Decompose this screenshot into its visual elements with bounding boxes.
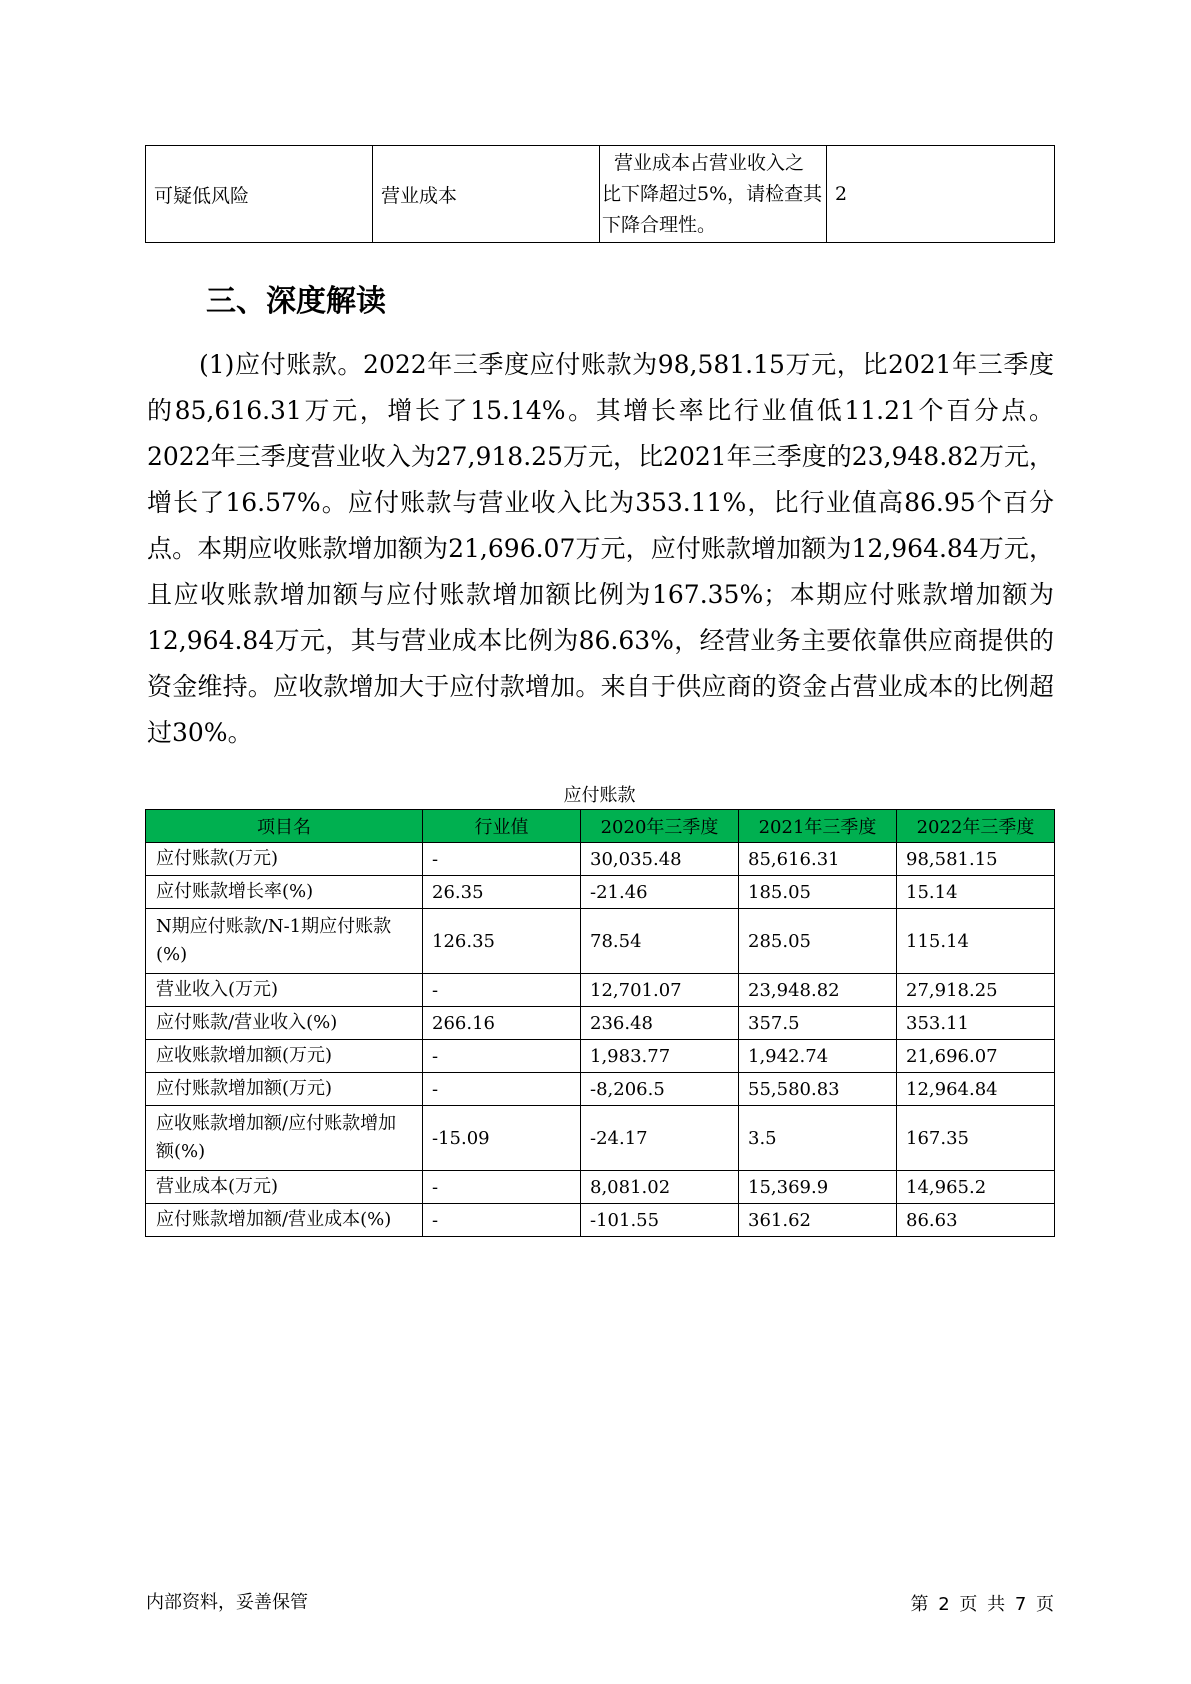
table-row bbox=[146, 1007, 1055, 1040]
table-cell: 15.14 bbox=[897, 876, 1055, 909]
table-cell: -24.17 bbox=[581, 1106, 739, 1171]
table-cell: 98,581.15 bbox=[897, 843, 1055, 876]
table-cell: -101.55 bbox=[581, 1204, 739, 1237]
table-cell: - bbox=[423, 1204, 581, 1237]
risk-row bbox=[146, 146, 1055, 243]
table-header-row bbox=[146, 810, 1055, 843]
table-row bbox=[146, 1204, 1055, 1237]
table-row bbox=[146, 909, 1055, 974]
table-cell: 27,918.25 bbox=[897, 974, 1055, 1007]
table-cell: 185.05 bbox=[739, 876, 897, 909]
header-2022q3: 2022年三季度 bbox=[897, 810, 1055, 843]
risk-description-line: 营业成本占营业收入之 bbox=[614, 151, 805, 174]
table-row bbox=[146, 1171, 1055, 1204]
section-heading: 三、深度解读 bbox=[206, 284, 386, 319]
row-label: 应付账款/营业收入(%) bbox=[146, 1007, 423, 1040]
row-label: 应付账款(万元) bbox=[146, 843, 423, 876]
table-cell: - bbox=[423, 974, 581, 1007]
row-label: 应收账款增加额(万元) bbox=[146, 1040, 423, 1073]
header-industry-value: 行业值 bbox=[423, 810, 581, 843]
table-cell: 126.35 bbox=[423, 909, 581, 974]
risk-description-line: 下降合理性。 bbox=[602, 213, 717, 236]
table-row bbox=[146, 843, 1055, 876]
table-cell: 26.35 bbox=[423, 876, 581, 909]
table-cell: 236.48 bbox=[581, 1007, 739, 1040]
table-cell: 357.5 bbox=[739, 1007, 897, 1040]
table-cell: 12,964.84 bbox=[897, 1073, 1055, 1106]
table-caption: 应付账款 bbox=[563, 785, 636, 806]
table-cell: 21,696.07 bbox=[897, 1040, 1055, 1073]
table-cell: -15.09 bbox=[423, 1106, 581, 1171]
footer-page-number: 第 2 页 共 7 页 bbox=[910, 1594, 1054, 1615]
table-cell: 23,948.82 bbox=[739, 974, 897, 1007]
table-cell: 3.5 bbox=[739, 1106, 897, 1171]
table-cell: 353.11 bbox=[897, 1007, 1055, 1040]
table-row bbox=[146, 876, 1055, 909]
table-cell: 14,965.2 bbox=[897, 1171, 1055, 1204]
row-label: 应付账款增加额/营业成本(%) bbox=[146, 1204, 423, 1237]
risk-item: 营业成本 bbox=[373, 146, 600, 243]
footer-confidential-note: 内部资料，妥善保管 bbox=[146, 1592, 308, 1613]
row-label: 营业成本(万元) bbox=[146, 1171, 423, 1204]
table-cell: 361.62 bbox=[739, 1204, 897, 1237]
table-cell: 12,701.07 bbox=[581, 974, 739, 1007]
table-cell: 15,369.9 bbox=[739, 1171, 897, 1204]
table-row bbox=[146, 1073, 1055, 1106]
risk-score: 2 bbox=[827, 146, 1055, 243]
table-cell: 285.05 bbox=[739, 909, 897, 974]
risk-level: 可疑低风险 bbox=[146, 146, 373, 243]
table-cell: -8,206.5 bbox=[581, 1073, 739, 1106]
table-row bbox=[146, 1106, 1055, 1171]
table-cell: 85,616.31 bbox=[739, 843, 897, 876]
table-cell: 266.16 bbox=[423, 1007, 581, 1040]
table-cell: -21.46 bbox=[581, 876, 739, 909]
table-cell: 115.14 bbox=[897, 909, 1055, 974]
table-cell: 55,580.83 bbox=[739, 1073, 897, 1106]
row-label: 营业收入(万元) bbox=[146, 974, 423, 1007]
table-cell: 1,942.74 bbox=[739, 1040, 897, 1073]
table-cell: - bbox=[423, 843, 581, 876]
analysis-paragraph: (1)应付账款。2022年三季度应付账款为98,581.15万元，比2021年三季度的85,616.31万元，增长了15.14%。其增长率比行业值低11.21个百分点。2022年三季度营业收入为27,918.25万元，比2021年三季度的23,948.82万元，增长了16.57%。应付账款与营业收入比为353.11%，比行业值高86.95个百分点。本期应收账款增加额为21,696.07万元，应付账款增加额为12,964.84万元，且应收账款增加额与应付账款增加额比例为167.35%；本期应付账款增加额为12,964.84万元，其与营业成本比例为86.63%，经营业务主要依靠供应商提供的资金维持。应收款增加大于应付款增加。来自于供应商的资金占营业成本的比例超过30%。 bbox=[147, 350, 1054, 747]
row-label: N期应付账款/N-1期应付账款(%) bbox=[146, 909, 423, 974]
row-label: 应付账款增加额(万元) bbox=[146, 1073, 423, 1106]
table-cell: 8,081.02 bbox=[581, 1171, 739, 1204]
table-cell: 78.54 bbox=[581, 909, 739, 974]
risk-table bbox=[145, 145, 1055, 243]
table-cell: 30,035.48 bbox=[581, 843, 739, 876]
header-2020q3: 2020年三季度 bbox=[581, 810, 739, 843]
accounts-payable-table bbox=[145, 809, 1055, 1237]
table-row bbox=[146, 1040, 1055, 1073]
table-cell: - bbox=[423, 1171, 581, 1204]
table-cell: 167.35 bbox=[897, 1106, 1055, 1171]
row-label: 应付账款增长率(%) bbox=[146, 876, 423, 909]
table-cell: 86.63 bbox=[897, 1204, 1055, 1237]
table-row bbox=[146, 974, 1055, 1007]
risk-description-line: 比下降超过5%，请检查其 bbox=[602, 182, 823, 205]
header-2021q3: 2021年三季度 bbox=[739, 810, 897, 843]
table-cell: - bbox=[423, 1073, 581, 1106]
header-item-name: 项目名 bbox=[146, 810, 423, 843]
risk-description bbox=[600, 146, 827, 243]
row-label: 应收账款增加额/应付账款增加额(%) bbox=[146, 1106, 423, 1171]
table-cell: - bbox=[423, 1040, 581, 1073]
table-cell: 1,983.77 bbox=[581, 1040, 739, 1073]
